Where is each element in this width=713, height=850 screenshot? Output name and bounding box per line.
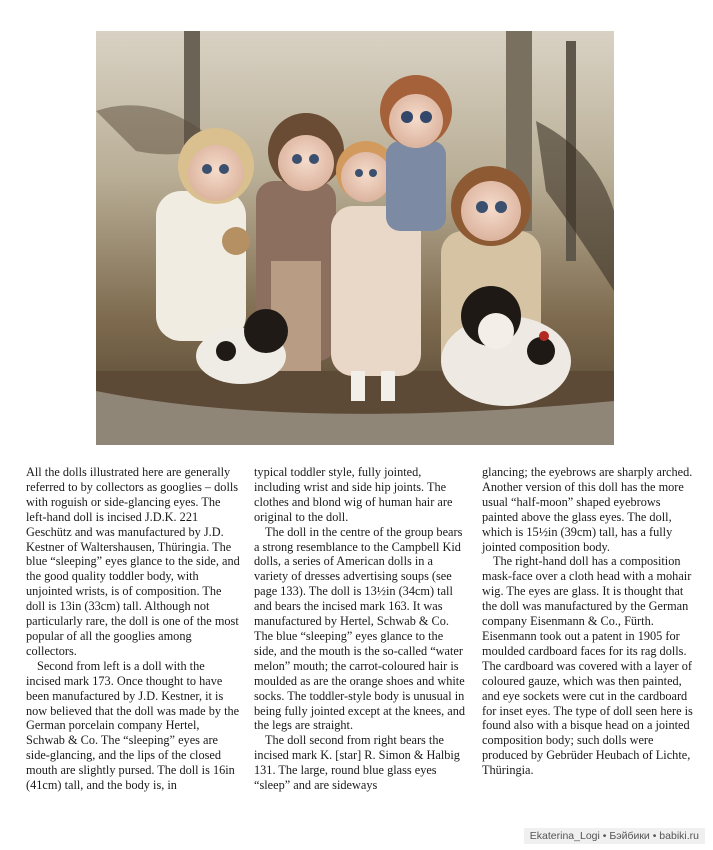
text-columns bbox=[26, 465, 696, 793]
paragraph: All the dolls illustrated here are generally referred to by collectors as googlies – dolls with roguish or side-glancing eyes. The left-hand doll is incised J.D.K. 221 Geschütz and was manufactured by J.D. Kestner of Waltershausen, Thüringia. The blue “sleeping” eyes glance to the side, and the good quality toddler body, with unjointed wrists, is of composition. The doll is 13in (33cm) tall. Although not particularly rare, the doll is one of the most popular of all the googlies among collectors. bbox=[26, 465, 240, 658]
column-2 bbox=[254, 465, 468, 793]
watermark: Ekaterina_Logi • Бэйбики • babiki.ru bbox=[524, 828, 705, 844]
paragraph: Second from left is a doll with the incised mark 173. Once thought to have been manufactured by J.D. Kestner, it is now believed that the doll was made by the German porcelain company Hertel, Schwab & Co. The “sleeping” eyes are side-glancing, and the lips of the closed mouth are slightly pursed. The doll is 16in (41cm) tall, and the body is, in bbox=[26, 658, 240, 793]
paragraph: The right-hand doll has a composition mask-face over a cloth head with a mohair wig. The eyes are glass. It is thought that the doll was manufactured by the German company Eisenmann & Co., Fürth. Eisenmann took out a patent in 1905 for moulded cardboard faces for its rag dolls. The cardboard was covered with a layer of coloured gauze, which was then painted, and eye sockets were cut in the cardboard for inset eyes. The type of doll seen here is found also with a bisque head on a jointed composition body; such dolls were produced by Gebrüder Heubach of Lichte, Thüringia. bbox=[482, 554, 693, 778]
paragraph: typical toddler style, fully jointed, including wrist and side hip joints. The clothes and blond wig of human hair are original to the doll. bbox=[254, 465, 453, 524]
doll-group-photo-icon bbox=[96, 31, 614, 445]
paragraph: glancing; the eyebrows are sharply arched. Another version of this doll has the more usual “half-moon” shaped eyebrows painted above the glass eyes. The doll, which is 15½in (39cm) tall, has a fully jointed composition body. bbox=[482, 465, 693, 554]
paragraph: The doll second from right bears the incised mark K. [star] R. Simon & Halbig 131. The large, round blue glass eyes “sleep” and are sideways bbox=[254, 733, 460, 793]
column-3 bbox=[482, 465, 696, 793]
doll-group-photo bbox=[96, 31, 614, 445]
paragraph: The doll in the centre of the group bears a strong resemblance to the Campbell Kid dolls, a series of American dolls in a variety of dresses advertising soups (see page 133). The doll is 13½in (34cm) tall and bears the incised mark 163. It was manufactured by Hertel, Schwab & Co. The blue “sleeping” eyes glance to the side, and the mouth is the so-called “water melon” mouth; the carrot-coloured hair is moulded as are the orange shoes and white socks. The toddler-style body is unusual in being fully jointed except at the knees, and the legs are straight. bbox=[254, 524, 466, 733]
column-1 bbox=[26, 465, 240, 793]
